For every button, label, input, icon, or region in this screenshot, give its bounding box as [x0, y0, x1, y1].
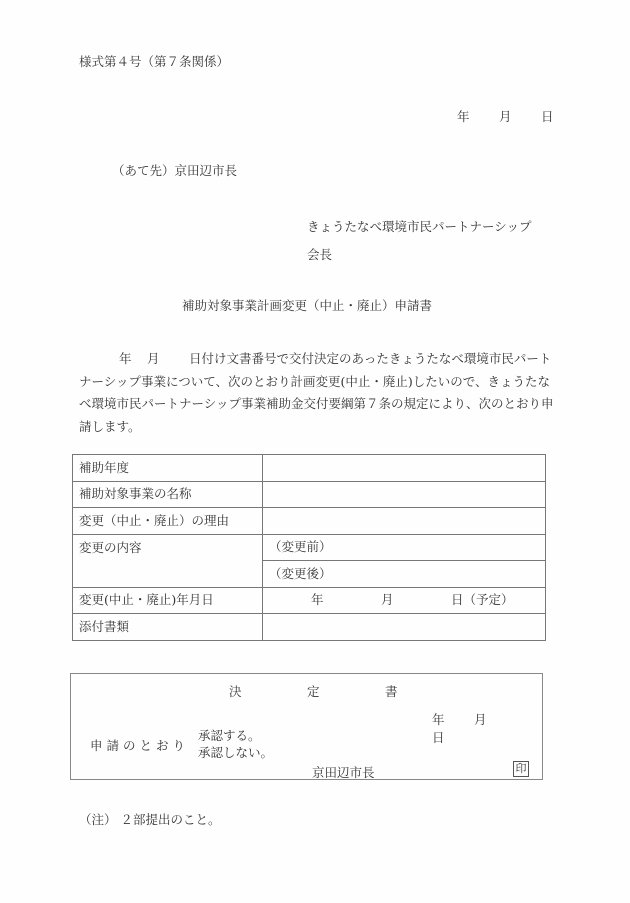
- table-row: [73, 481, 546, 508]
- subsidy-year-field[interactable]: [263, 455, 546, 482]
- decision-title: 決 定 書: [229, 684, 398, 699]
- change-date-day: 日（予定）: [451, 592, 514, 608]
- decision-prefix: 申請のとおり: [90, 738, 190, 753]
- change-date-field[interactable]: [263, 587, 546, 614]
- row-label-change-date: 変更(中止・廃止)年月日: [73, 587, 263, 614]
- row-label-change-reason: 変更（中止・廃止）の理由: [73, 508, 263, 535]
- seal-icon: 印: [513, 761, 529, 777]
- footnote: （注） ２部提出のこと。: [79, 812, 221, 827]
- body-month[interactable]: 月: [147, 351, 160, 366]
- decision-signer: 京田辺市長: [312, 765, 375, 780]
- application-table: [72, 454, 546, 641]
- decision-box: [70, 673, 543, 780]
- body-year[interactable]: 年: [119, 351, 132, 366]
- table-row: [73, 614, 546, 641]
- date-month-field[interactable]: 月: [499, 109, 512, 124]
- change-date-year: 年: [311, 592, 324, 608]
- body-paragraph: [79, 348, 559, 438]
- date-day-field[interactable]: 日: [541, 109, 554, 124]
- row-label-project-name: 補助対象事業の名称: [73, 481, 263, 508]
- change-before-field[interactable]: （変更前）: [263, 534, 546, 561]
- addressee: （あて先）京田辺市長: [112, 163, 238, 178]
- applicant-organization: きょうたなべ環境市民パートナーシップ: [307, 219, 532, 234]
- applicant-role: 会長: [307, 247, 333, 262]
- attachments-field[interactable]: [263, 614, 546, 641]
- decision-date-day[interactable]: 日: [432, 730, 445, 745]
- change-after-field[interactable]: （変更後）: [263, 561, 546, 588]
- table-row: [73, 455, 546, 482]
- date-year-field[interactable]: 年: [457, 109, 470, 124]
- form-id: 様式第４号（第７条関係）: [79, 54, 230, 69]
- row-label-subsidy-year: 補助年度: [73, 455, 263, 482]
- change-date-month: 月: [381, 592, 394, 608]
- option-reject[interactable]: 承認しない。: [198, 745, 274, 760]
- table-row: [73, 587, 546, 614]
- submission-date: [457, 107, 554, 125]
- applicant-block: [307, 213, 532, 269]
- option-approve[interactable]: 承認する。: [198, 728, 261, 743]
- project-name-field[interactable]: [263, 481, 546, 508]
- body-text: 日付け文書番号で交付決定のあったきょうたなべ環境市民パートナーシップ事業について、次のとおり計画変更(中止・廃止)したいので、きょうたなべ環境市民パートナーシップ事業補助金交付要綱第７条の規定により、次のとおり申請します。: [79, 351, 554, 434]
- decision-date: [432, 710, 542, 746]
- document-title: 補助対象事業計画変更（中止・廃止）申請書: [182, 298, 433, 313]
- table-row: [73, 534, 546, 561]
- decision-date-month[interactable]: 月: [474, 712, 487, 727]
- row-label-attachments: 添付書類: [73, 614, 263, 641]
- row-label-change-content: 変更の内容: [73, 534, 263, 587]
- decision-date-year[interactable]: 年: [432, 712, 445, 727]
- change-reason-field[interactable]: [263, 508, 546, 535]
- table-row: [73, 508, 546, 535]
